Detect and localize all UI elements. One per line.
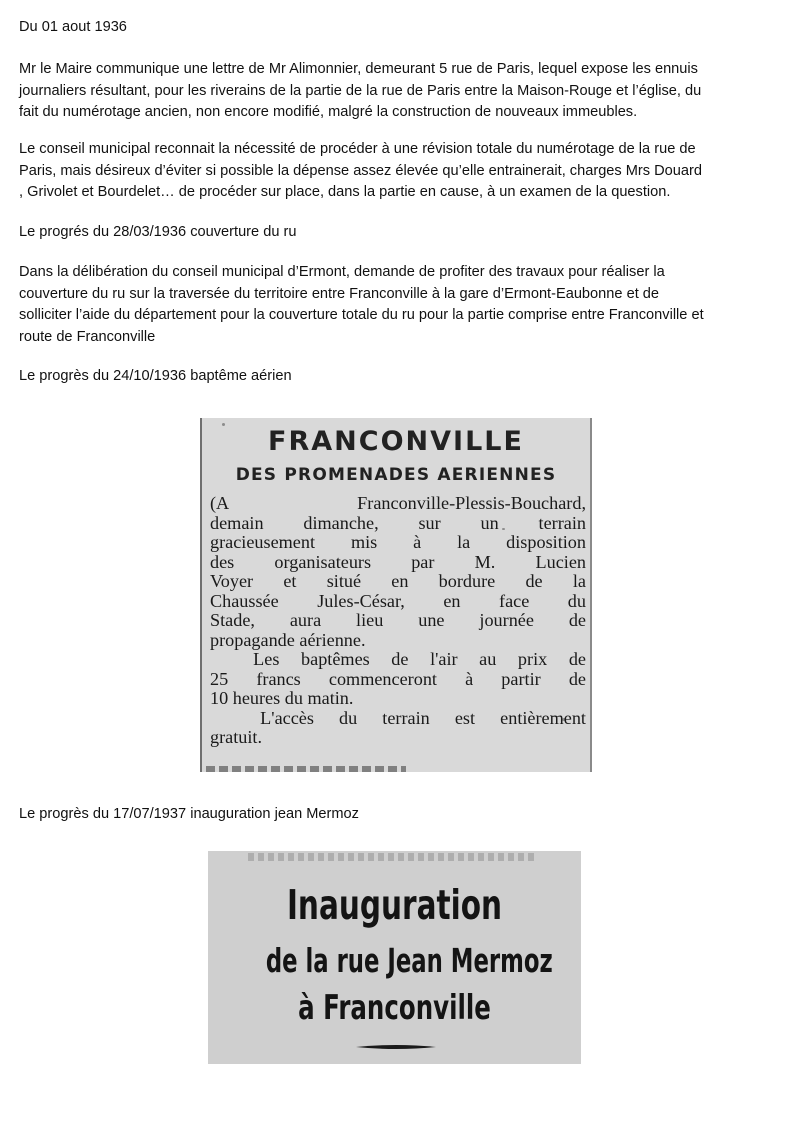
- newspaper-clipping-inauguration: [208, 851, 581, 1064]
- clipping-line: propagande aérienne.: [210, 629, 366, 650]
- text-line: solliciter l’aide du département pour la couverture totale du ru pour la partie comprise entre Franconville et: [19, 307, 704, 323]
- clipping-body: [210, 494, 586, 748]
- paragraph-alimonnier-letter: [19, 59, 779, 124]
- text-line: Le conseil municipal reconnait la nécessité de procéder à une révision totale du numérotage de la rue de: [19, 141, 696, 157]
- clipping-line: 10 heures du matin.: [210, 688, 354, 708]
- newspaper-clipping-promenades: [200, 418, 592, 772]
- cut-off-text-fragment: [206, 766, 406, 772]
- clipping-line: demain dimanche, sur un terrain: [210, 512, 586, 533]
- clipping-line: 25 francs commenceront à partir de: [210, 668, 586, 689]
- paragraph-heading-couverture-ru: [19, 222, 779, 244]
- clipping-line: gratuit.: [210, 727, 263, 747]
- clipping-title: FRANCONVILLE: [268, 426, 524, 457]
- headline-line-1: Inauguration: [286, 881, 503, 929]
- paragraph-heading-inauguration-mermoz: [19, 804, 779, 826]
- clipping-line: gracieusement mis à la disposition: [210, 532, 586, 552]
- text-line: Du 01 aout 1936: [19, 19, 127, 35]
- text-line: Le progrès du 24/10/1936 baptême aérien: [19, 368, 292, 384]
- text-line: , Grivolet et Bourdelet… de procéder sur place, dans la partie en cause, à un examen de la question.: [19, 184, 671, 200]
- text-line: Paris, mais désireux d’éviter si possible la dépense assez élevée qu’elle entrainerait, charges Mrs Douard: [19, 162, 703, 179]
- ornamental-rule: [356, 1044, 436, 1050]
- clipping-line: Chaussée Jules-César, en face du: [210, 590, 586, 611]
- clipping-line: Voyer et situé en bordure de la: [210, 571, 586, 591]
- paragraph-conseil-municipal: [19, 139, 779, 204]
- text-line: Le progrés du 28/03/1936 couverture du ru: [19, 224, 297, 240]
- text-line: Mr le Maire communique une lettre de Mr Alimonnier, demeurant 5 rue de Paris, lequel expose les ennuis: [19, 61, 698, 77]
- text-line: route de Franconville: [19, 328, 156, 345]
- text-line: journaliers résultant, pour les riverains de la partie de la rue de Paris entre la Maison-Rouge et l’église, du: [19, 82, 702, 99]
- cut-off-text-fragment: [248, 853, 538, 861]
- headline-line-2: de la rue Jean Mermoz: [265, 941, 553, 980]
- paragraph-deliberation-ermont: [19, 262, 779, 348]
- ornamental-rule-graphic: [356, 1044, 436, 1050]
- clipping-line: L'accès du terrain est entièrement: [210, 707, 586, 728]
- text-line: fait du numérotage ancien, non encore modifié, malgré la construction de nouveaux immeubles.: [19, 104, 638, 120]
- paragraph-date-1936: [19, 17, 779, 39]
- text-line: Dans la délibération du conseil municipal d’Ermont, demande de profiter des travaux pour réaliser la: [19, 264, 665, 280]
- clipping-line: Stade, aura lieu une journée de: [210, 610, 586, 630]
- paragraph-heading-bapteme-aerien: [19, 366, 779, 388]
- clipping-line: des organisateurs par M. Lucien: [210, 551, 586, 572]
- text-line: couverture du ru sur la traversée du territoire entre Franconville à la gare d’Ermont-Eaubonne et de: [19, 285, 660, 302]
- clipping-line: Les baptêmes de l'air au prix de: [210, 649, 586, 669]
- headline-line-3: à Franconville: [298, 988, 491, 1028]
- text-line: Le progrès du 17/07/1937 inauguration jean Mermoz: [19, 806, 359, 822]
- clipping-line: (A Franconville-Plessis-Bouchard,: [210, 493, 586, 513]
- clipping-subtitle: DES PROMENADES AERIENNES: [235, 465, 557, 485]
